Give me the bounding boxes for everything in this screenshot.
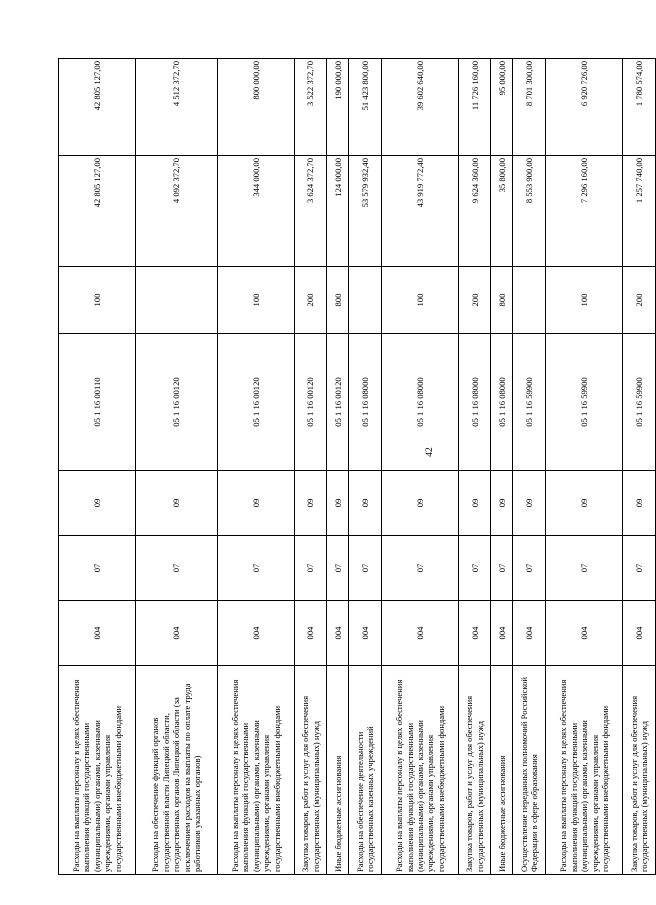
row-csr: 05 1 16 59900 (546, 334, 623, 471)
row-razdel: 07 (295, 536, 327, 601)
row-vr: 100 (382, 267, 459, 334)
row-vr: 200 (459, 267, 491, 334)
row-podrazdel: 09 (491, 471, 513, 536)
row-sum-2: 95 000,00 (491, 59, 513, 156)
row-razdel: 07 (59, 536, 136, 601)
row-razdel: 07 (546, 536, 623, 601)
row-code: 004 (327, 601, 349, 666)
row-razdel: 07 (623, 536, 655, 601)
row-vr (513, 267, 546, 334)
row-code: 004 (136, 601, 218, 666)
row-name: Закупка товаров, работ и услуг для обеспечения государственных (муниципальных) нужд (623, 666, 655, 875)
row-sum-2: 39 602 640,00 (382, 59, 459, 156)
row-podrazdel: 09 (295, 471, 327, 536)
row-csr: 05 1 16 00120 (136, 334, 218, 471)
row-razdel: 07 (218, 536, 295, 601)
row-code: 004 (295, 601, 327, 666)
row-name: Иные бюджетные ассигнования (491, 666, 513, 875)
row-code: 004 (382, 601, 459, 666)
row-vr: 200 (623, 267, 655, 334)
row-podrazdel: 09 (349, 471, 382, 536)
row-csr: 05 1 16 00120 (218, 334, 295, 471)
row-sum-2: 6 920 726,00 (546, 59, 623, 156)
row-sum-1: 344 000,00 (218, 156, 295, 267)
rotated-table-wrapper (58, 60, 650, 875)
row-name: Осуществление переданных полномочий Российской Федерации в сфере образования (513, 666, 546, 875)
row-razdel: 07 (327, 536, 349, 601)
row-csr: 05 1 16 59900 (513, 334, 546, 471)
table-row (327, 59, 349, 875)
row-sum-2: 42 805 127,00 (59, 59, 136, 156)
row-sum-1: 43 919 772,40 (382, 156, 459, 267)
row-podrazdel: 09 (218, 471, 295, 536)
table-row (295, 59, 327, 875)
row-sum-1: 8 553 900,00 (513, 156, 546, 267)
row-razdel: 07 (459, 536, 491, 601)
row-sum-2: 8 701 300,00 (513, 59, 546, 156)
row-sum-1: 1 257 740,00 (623, 156, 655, 267)
row-podrazdel: 09 (513, 471, 546, 536)
row-vr: 100 (59, 267, 136, 334)
row-sum-2: 4 512 372,70 (136, 59, 218, 156)
row-code: 004 (623, 601, 655, 666)
table-row (382, 59, 459, 875)
row-sum-1: 7 296 160,00 (546, 156, 623, 267)
row-podrazdel: 09 (59, 471, 136, 536)
row-podrazdel: 09 (327, 471, 349, 536)
row-sum-2: 3 522 372,70 (295, 59, 327, 156)
row-code: 004 (546, 601, 623, 666)
row-sum-1: 3 624 372,70 (295, 156, 327, 267)
row-name: Расходы на выплаты персоналу в целях обеспечения выполнения функций государственными (муниципальными) органами, казенными учреждениями, органами управления государственными внебюджетными фондами (382, 666, 459, 875)
row-code: 004 (513, 601, 546, 666)
row-sum-1: 9 624 360,00 (459, 156, 491, 267)
row-name: Расходы на выплаты персоналу в целях обеспечения выполнения функций государственными (муниципальными) органами, казенными учреждениями, органами управления государственными внебюджетными фондами (546, 666, 623, 875)
row-csr: 05 1 16 00110 (59, 334, 136, 471)
row-razdel: 07 (382, 536, 459, 601)
row-code: 004 (491, 601, 513, 666)
table-row (459, 59, 491, 875)
row-vr: 800 (491, 267, 513, 334)
row-name: Закупка товаров, работ и услуг для обеспечения государственных (муниципальных) нужд (295, 666, 327, 875)
row-csr: 05 1 16 00120 (327, 334, 349, 471)
row-podrazdel: 09 (382, 471, 459, 536)
row-podrazdel: 09 (623, 471, 655, 536)
row-sum-2: 1 780 574,00 (623, 59, 655, 156)
row-csr: 05 1 16 00120 (295, 334, 327, 471)
row-csr: 05 1 16 08000 (349, 334, 382, 471)
row-csr: 05 1 16 08000 (459, 334, 491, 471)
row-sum-1: 124 000,00 (327, 156, 349, 267)
row-vr (349, 267, 382, 334)
row-sum-1: 35 800,00 (491, 156, 513, 267)
budget-table (58, 58, 656, 875)
row-sum-2: 800 000,00 (218, 59, 295, 156)
row-name: Расходы на обеспечение функций органов государственной власти Липецкой области, государственных органов Липецкой области (за исключением расходов на выплаты по оплате труда работников указанных органов) (136, 666, 218, 875)
row-name: Расходы на выплаты персоналу в целях обеспечения выполнения функций государственными (муниципальными) органами, казенными учреждениями, органами управления государственными внебюджетными фондами (218, 666, 295, 875)
row-podrazdel: 09 (459, 471, 491, 536)
page-number: 42 (425, 447, 435, 457)
row-sum-1: 53 579 932,40 (349, 156, 382, 267)
row-vr: 200 (295, 267, 327, 334)
row-sum-2: 51 423 800,00 (349, 59, 382, 156)
table-row (136, 59, 218, 875)
row-code: 004 (349, 601, 382, 666)
row-sum-1: 42 805 127,00 (59, 156, 136, 267)
row-name: Иные бюджетные ассигнования (327, 666, 349, 875)
table-row (59, 59, 136, 875)
row-code: 004 (59, 601, 136, 666)
row-sum-1: 4 092 372,70 (136, 156, 218, 267)
row-code: 004 (459, 601, 491, 666)
row-csr: 05 1 16 08000 (491, 334, 513, 471)
row-razdel: 07 (513, 536, 546, 601)
row-csr: 05 1 16 59900 (623, 334, 655, 471)
table-row (349, 59, 382, 875)
table-row (491, 59, 513, 875)
row-name: Расходы на выплаты персоналу в целях обеспечения выполнения функций государственными (муниципальными) органами, казенными учреждениями, органами управления государственными внебюджетными фондами (59, 666, 136, 875)
row-vr (136, 267, 218, 334)
row-podrazdel: 09 (546, 471, 623, 536)
row-sum-2: 11 726 160,00 (459, 59, 491, 156)
row-vr: 100 (546, 267, 623, 334)
row-vr: 800 (327, 267, 349, 334)
table-row (546, 59, 623, 875)
row-razdel: 07 (491, 536, 513, 601)
table-row (623, 59, 655, 875)
row-razdel: 07 (349, 536, 382, 601)
table-row (513, 59, 546, 875)
row-vr: 100 (218, 267, 295, 334)
row-code: 004 (218, 601, 295, 666)
table-body (59, 59, 656, 875)
row-podrazdel: 09 (136, 471, 218, 536)
row-name: Расходы на обеспечение деятельности государственных казенных учреждений (349, 666, 382, 875)
row-sum-2: 190 000,00 (327, 59, 349, 156)
row-razdel: 07 (136, 536, 218, 601)
row-name: Закупка товаров, работ и услуг для обеспечения государственных (муниципальных) нужд (459, 666, 491, 875)
row-csr: 05 1 16 08000 (382, 334, 459, 471)
table-row (218, 59, 295, 875)
